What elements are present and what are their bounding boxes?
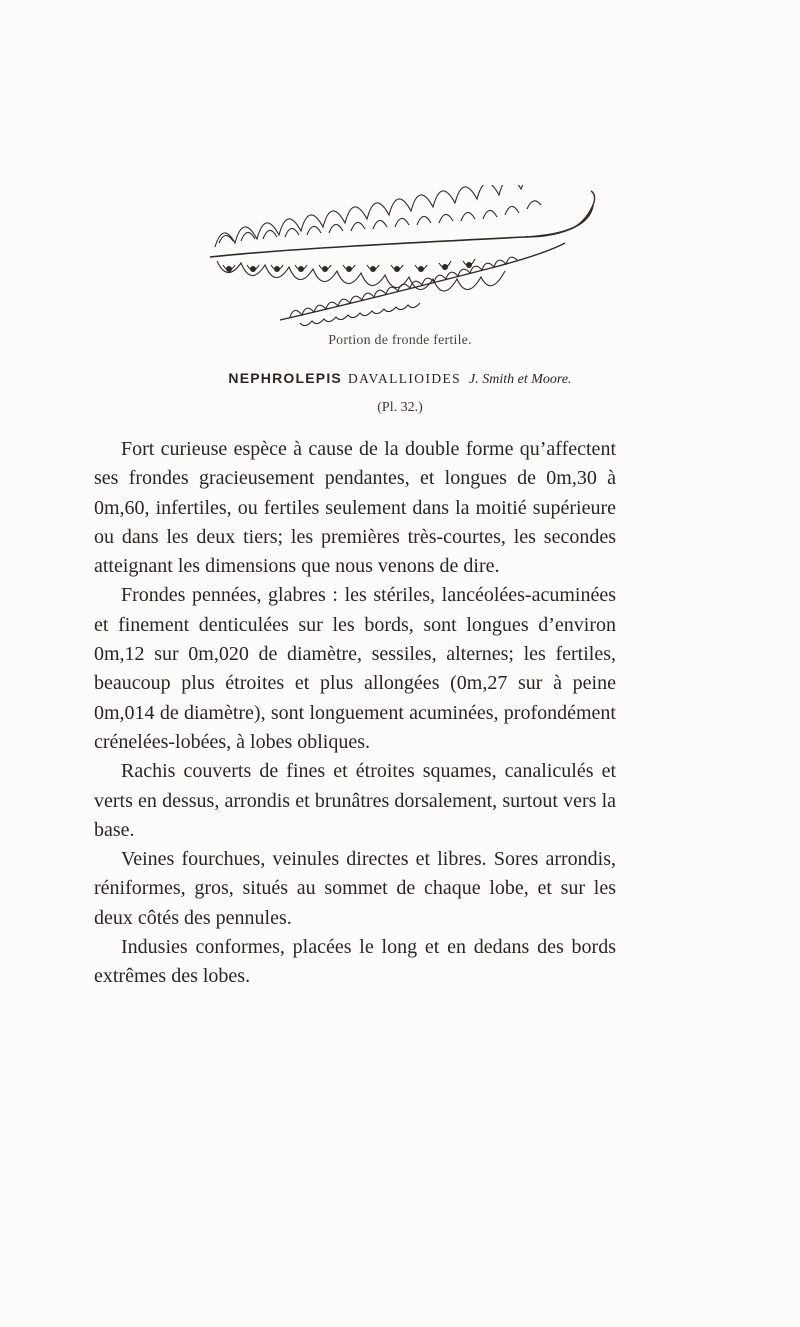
description-text [94,435,616,992]
paragraph: Veines fourchues, veinules directes et libres. Sores arrondis, réniformes, gros, situés au sommet de chaque lobe, et sur les deux côtés des pennules. [94,848,616,929]
figure-caption: Portion de fronde fertile. [328,333,472,348]
paragraph: Fort curieuse espèce à cause de la double forme qu’affectent ses frondes gracieusement pendantes, et longues de 0m,30 à 0m,60, infertiles, ou fertiles seulement dans la moitié supérieure ou dans les deux tiers; les premières très-courtes, les secondes atteignant les dimensions que nous venons de dire. [94,438,616,578]
plate-reference: (Pl. 32.) [377,400,423,415]
paragraph: Rachis couverts de fines et étroites squames, canaliculés et verts en dessus, arrondis et brunâtres dorsalement, surtout vers la base. [94,760,616,841]
species-heading [0,370,800,388]
genus-name: NEPHROLEPIS [228,370,342,386]
species-name: DAVALLIOIDES [347,371,462,386]
paragraph: Indusies conformes, placées le long et en dedans des bords extrêmes des lobes. [94,936,616,988]
paragraph: Frondes pennées, glabres : les stériles, lancéolées-acuminées et finement denticulées sur les bords, sont longues d’environ 0m,12 sur 0m,020 de diamètre, sessiles, alternes; les fertiles, beaucoup plus étroites et plus allongées (0m,27 sur à peine 0m,014 de diamètre), sont longuement acuminées, profondément crénelées-lobées, à lobes obliques. [94,584,616,753]
fern-frond-illustration [205,185,600,330]
author-citation: J. Smith et Moore. [469,372,572,387]
